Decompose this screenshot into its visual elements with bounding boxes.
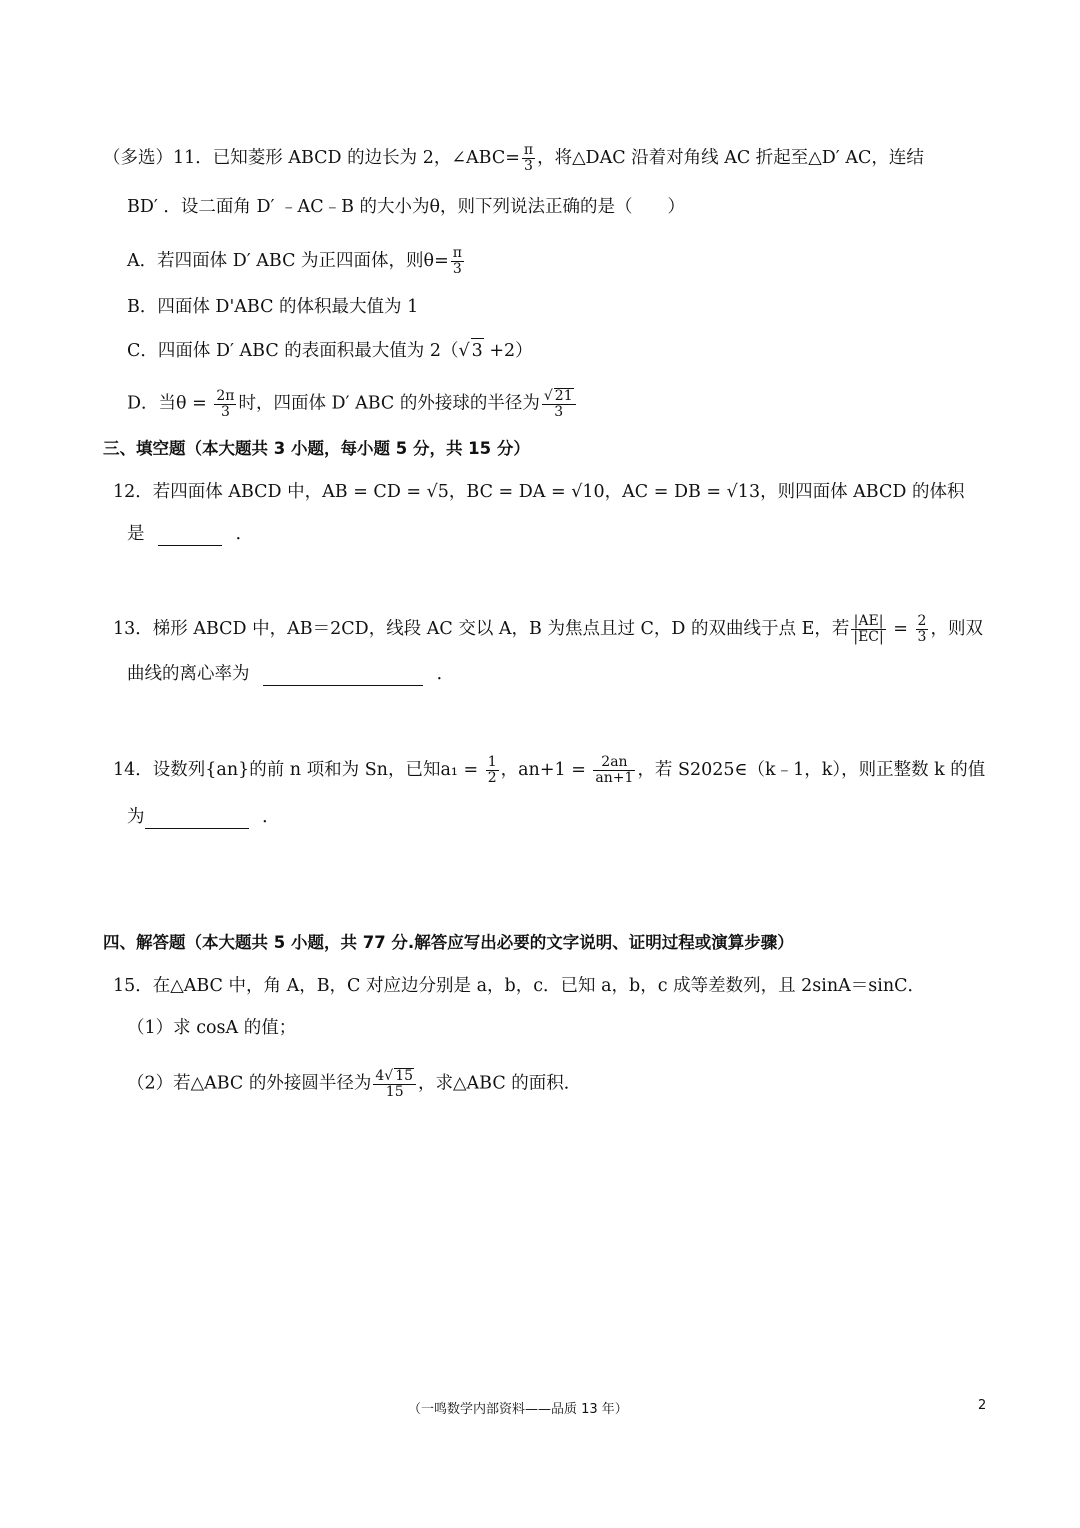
q11-option-d: D．当θ = $\frac{2\pi}{3}$ 时，四面体 D′ ABC 的外接球的半径为 $\frac{√ 21}{3}$ bbox=[127, 388, 578, 420]
fraction-pi-over-3: $\frac{\pi}{3}$ bbox=[452, 245, 462, 277]
footer-note: （一鸣数学内部资料——品质 13 年） bbox=[408, 1402, 628, 1417]
q11-line2: BD′ ．设二面角 D′ ﹣AC﹣B 的大小为θ，则下列说法正确的是（ ） bbox=[127, 197, 686, 217]
q11-line1: （多选）11．已知菱形 ABCD 的边长为 2，∠ABC= $\frac{\pi}{3}$ ，将△DAC 沿着对角线 AC 折起至△D′ AC，连结 bbox=[103, 142, 924, 174]
fraction-1-over-2: $\frac{1}{2}$ bbox=[487, 754, 497, 786]
q13-line2: 曲线的离心率为 ． bbox=[127, 664, 455, 684]
section-3-heading: 三、填空题（本大题共 3 小题，每小题 5 分，共 15 分） bbox=[103, 439, 530, 458]
q11-option-a: A．若四面体 D′ ABC 为正四面体，则θ= $\frac{\pi}{3}$ bbox=[127, 245, 462, 277]
fraction-pi-over-3: $\frac{\pi}{3}$ bbox=[523, 142, 534, 174]
fraction-4sqrt15-over-15: $\frac{4√ 15}{15}$ bbox=[373, 1068, 416, 1100]
q14-line1: 14．设数列{an}的前 n 项和为 Sn，已知a₁ = $\frac{1}{2}$ ，an+1 = $\frac{2an}{an+1}$ ，若 S2025∈（k﹣1，k），则正整数 k 的值 bbox=[113, 754, 986, 786]
fraction-recurrence: $\frac{2an}{an+1}$ bbox=[595, 754, 634, 786]
answer-blank[interactable] bbox=[158, 529, 222, 546]
q12-line2: 是 ． bbox=[127, 524, 254, 544]
answer-blank[interactable] bbox=[145, 812, 249, 829]
q11-option-b: B．四面体 D'ABC 的体积最大值为 1 bbox=[127, 297, 419, 317]
q11-option-c: C．四面体 D′ ABC 的表面积最大值为 2（√ 3 +2） bbox=[127, 338, 533, 363]
q15-part1: （1）求 cosA 的值； bbox=[127, 1018, 297, 1038]
answer-blank[interactable] bbox=[263, 669, 423, 686]
q15-part2: （2）若△ABC 的外接圆半径为 $\frac{4√ 15}{15}$ ，求△ABC 的面积． bbox=[127, 1068, 582, 1100]
fraction-ae-over-ec: $\frac{|AE|}{|EC|}$ bbox=[853, 613, 884, 645]
fraction-2pi-over-3: $\frac{2\pi}{3}$ bbox=[216, 387, 235, 420]
q12-line1: 12．若四面体 ABCD 中，AB = CD = √5，BC = DA = √10，AC = DB = √13，则四面体 ABCD 的体积 bbox=[113, 482, 965, 502]
fraction-sqrt21-over-3: $\frac{√ 21}{3}$ bbox=[542, 388, 576, 420]
section-4-heading: 四、解答题（本大题共 5 小题，共 77 分.解答应写出必要的文字说明、证明过程或演算步骤） bbox=[103, 933, 794, 952]
page-number: 2 bbox=[978, 1398, 987, 1413]
q15-line1: 15．在△ABC 中，角 A，B，C 对应边分别是 a，b，c．已知 a，b，c 成等差数列，且 2sinA＝sinC． bbox=[113, 976, 925, 996]
fraction-2-over-3: $\frac{2}{3}$ bbox=[917, 613, 927, 645]
q13-line1: 13．梯形 ABCD 中，AB＝2CD，线段 AC 交以 A，B 为焦点且过 C，D 的双曲线于点 E，若 $\frac{|AE|}{|EC|}$ = $\frac{2}{3}$ ，则双 bbox=[113, 613, 983, 645]
q14-line2: 为 ． bbox=[127, 807, 280, 827]
